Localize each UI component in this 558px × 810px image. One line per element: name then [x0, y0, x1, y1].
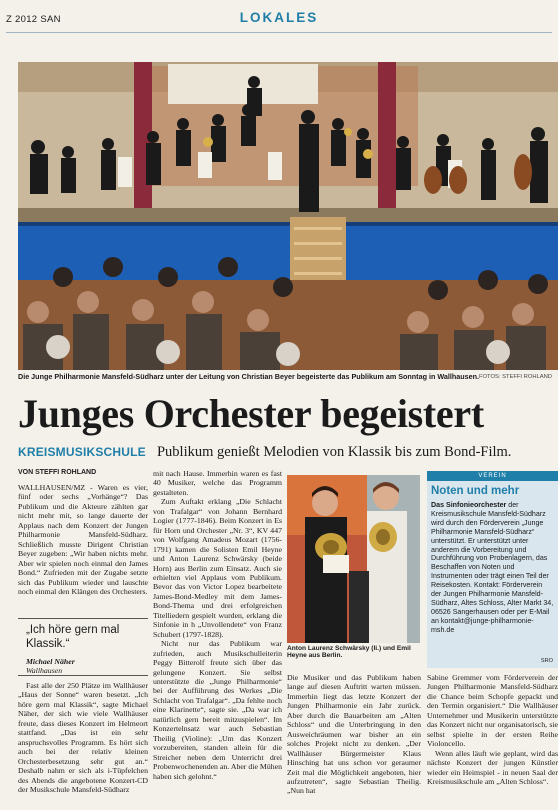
- page-header: [0, 0, 558, 40]
- info-box-text: [431, 501, 554, 635]
- header-rule: [6, 32, 552, 33]
- pull-quote-role: Wallhausen: [26, 666, 63, 675]
- info-box-lead: Das Sinfonieorchester: [431, 501, 507, 509]
- article-paragraph: Wenn alles läuft wie geplant, wird das nächste Konzert der jungen Künstler wieder ein Heimspiel - in neuen Saal der Kreismusikschule am „Alten Schloss“.: [427, 748, 558, 786]
- article-column-4: [427, 673, 558, 786]
- article-column-1a: [18, 483, 148, 596]
- article-column-2: [153, 469, 282, 781]
- article-paragraph: Sabine Gremmer vom Förderverein der Jungen Philharmonie Mansfeld-Südharz die Chance beim Schopfe gepackt und den Termin organisiert.“ Die Wallhäuser Unternehmer und Musikerin unterstützte das Konzert nicht nur organisatorisch, sie selbst spielte in der ersten Reihe Violoncello.: [427, 673, 558, 749]
- info-box-code: SRO: [540, 658, 553, 664]
- article-paragraph: WALLHAUSEN/MZ - Waren es vier, fünf oder sechs „Vorhänge“? Das Publikum und die Akteure zählten gar nicht mehr mit, so lange dauerte der Applaus nach dem Konzert der Jungen Philharmonie Mansfeld-Südharz. Schließlich musste Dirigent Christian Beyer zugeben: „Wir haben nichts mehr. Aber wir spielen noch einmal den James Bond.“ Zufrieden mit der Zugabe setzte sich das Publikum wieder und lauschte noch einmal den Klängen des Orchesters.: [18, 483, 148, 596]
- photo-credit: FOTOS: STEFFI ROHLAND: [478, 374, 552, 380]
- article-paragraph: Nicht nur das Publikum war zufrieden, auch Musikschulleiterin Peggy Bitterolf freute sich über das gelungene Konzert. Sie selbst unterstützte die „Junge Philharmonie“ bei der Aufführung des Werkes „Die Schlacht von Trafalgar“. „Da fehlte noch eine Klarinette“, sagte sie. „Da war ich natürlich gern bereit mitzuspielen“. Im Konzertelnsatz war auch Sebastian Theilig (Violine): „Um das Konzert vorzubereiten, standen allein für die Streicher neben dem Unterricht drei Probenwochenenden an. Aber die Mühen haben sich gelohnt.“: [153, 639, 282, 781]
- quote-rule-top: [18, 618, 148, 619]
- soloists-photo: [287, 475, 420, 643]
- issue-date: Z 2012 SAN: [6, 14, 61, 25]
- byline: VON STEFFI ROHLAND: [18, 469, 97, 476]
- photo-caption: [18, 370, 558, 384]
- orchestra-photo: [18, 62, 558, 370]
- deck: Publikum genießt Melodien von Klassik bis zum Bond-Film.: [156, 444, 512, 460]
- article-column-3: [287, 673, 421, 796]
- pull-quote-author: Michael Näher: [26, 657, 75, 666]
- headline: Junges Orchester begeistert: [18, 391, 484, 436]
- article-paragraph: mit nach Hause. Immerhin waren es fast 40 Musiker, welche das Programm gestalteten.: [153, 469, 282, 497]
- info-box: [427, 471, 558, 668]
- subheadline: [18, 441, 558, 461]
- kicker: KREISMUSIKSCHULE: [18, 445, 146, 459]
- article-paragraph: Fast alle der 250 Plätze im Wallhäuser „Haus der Sonne“ waren besetzt. „Ich höre gern mal Klassik“, sagte Michael Näher, der sich wie viele Wallhäuser freute, dass dieses Konzert im Helmeort stattfand. „Das ist ein sehr anspruchsvolles Programm. Es hört sich auch bei der relativ kleinen Orchesterbesetzung sehr gut an.“ Deshalb nahm er sich als i-Tüpfelchen des Abends die angebotene Konzert-CD der Musikschule Mansfeld-Südharz: [18, 681, 148, 794]
- info-box-body: der Kreismusikschule Mansfeld-Südharz wird durch den Förderverein „Junge Philharmonie Mansfeld-Südharz“ unterstützt. Er unterstützt unter anderem die Vorbereitung und Durchführung von Probenlagern, das Beschaffen von Noten und Instrumenten oder trägt einen Teil der Reisekosten. Kontakt: Förderverein der Jungen Philharmonie Mansfeld-Südharz, Altes Schloss, Alter Markt 34, 06526 Sangerhausen oder per E-Mail an kontakt@junge-philharmonie-msh.de: [431, 501, 554, 634]
- quote-rule-bottom: [18, 675, 148, 676]
- info-box-tag: VEREIN: [427, 471, 558, 481]
- soloists-caption: Anton Laurenz Schwärsky (li.) und Emil Heyne aus Berlin.: [287, 645, 411, 659]
- article-column-1b: [18, 681, 148, 794]
- article-paragraph: Die Musiker und das Publikum haben lange auf diesen Auftritt warten müssen. Immerhin liegt das letzte Konzert der Jungen Philharmonie ein Jahr zurück. Aber durch die Bauarbeiten am „Alten Schloss“ und die Unterbringung in den Ausweichräumen war bisher an ein solches Projekt nicht zu denken. „Der Wallhäuser Bürgermeister Klaus Hinsching hat uns schon vor geraumer Zeit mal die Möglichkeit angeboten, hier aufzutreten“, sagte Sebastian Theilig. „Nun hat: [287, 673, 421, 796]
- pull-quote: [26, 624, 144, 675]
- section-title: LOKALES: [239, 10, 319, 25]
- photo-caption-text: Die Junge Philharmonie Mansfeld-Südharz unter der Leitung von Christian Beyer begeisterte das Publikum am Sonntag in Wallhausen.: [18, 372, 480, 381]
- info-box-title: Noten und mehr: [431, 485, 520, 497]
- pull-quote-text: „Ich höre gern mal Klassik.“: [26, 624, 120, 650]
- article-paragraph: Zum Auftakt erklang „Die Schlacht von Trafalgar“ von Johann Bernhard Logier (1777-1846). Beim Konzert in Es für Horn und Orchester „Nr. 3“, KV 447 von Wolfgang Amadeus Mozart (1756-1791) kamen die Solisten Emil Heyne und Anton Laurenz Schwärsky (beide Horn) aus Berlin zum Einsatz. Auch sie erhielten viel Applaus vom Publikum. Bevor das von Victor Lopez bearbeitete James-Bond-Medley mit dem James-Bond-Thema und drei erfolgreichen Titelliedern gespielt wurden, erklang die Sinfonie in h „Unvollendete“ von Franz Schubert (1797-1828).: [153, 497, 282, 639]
